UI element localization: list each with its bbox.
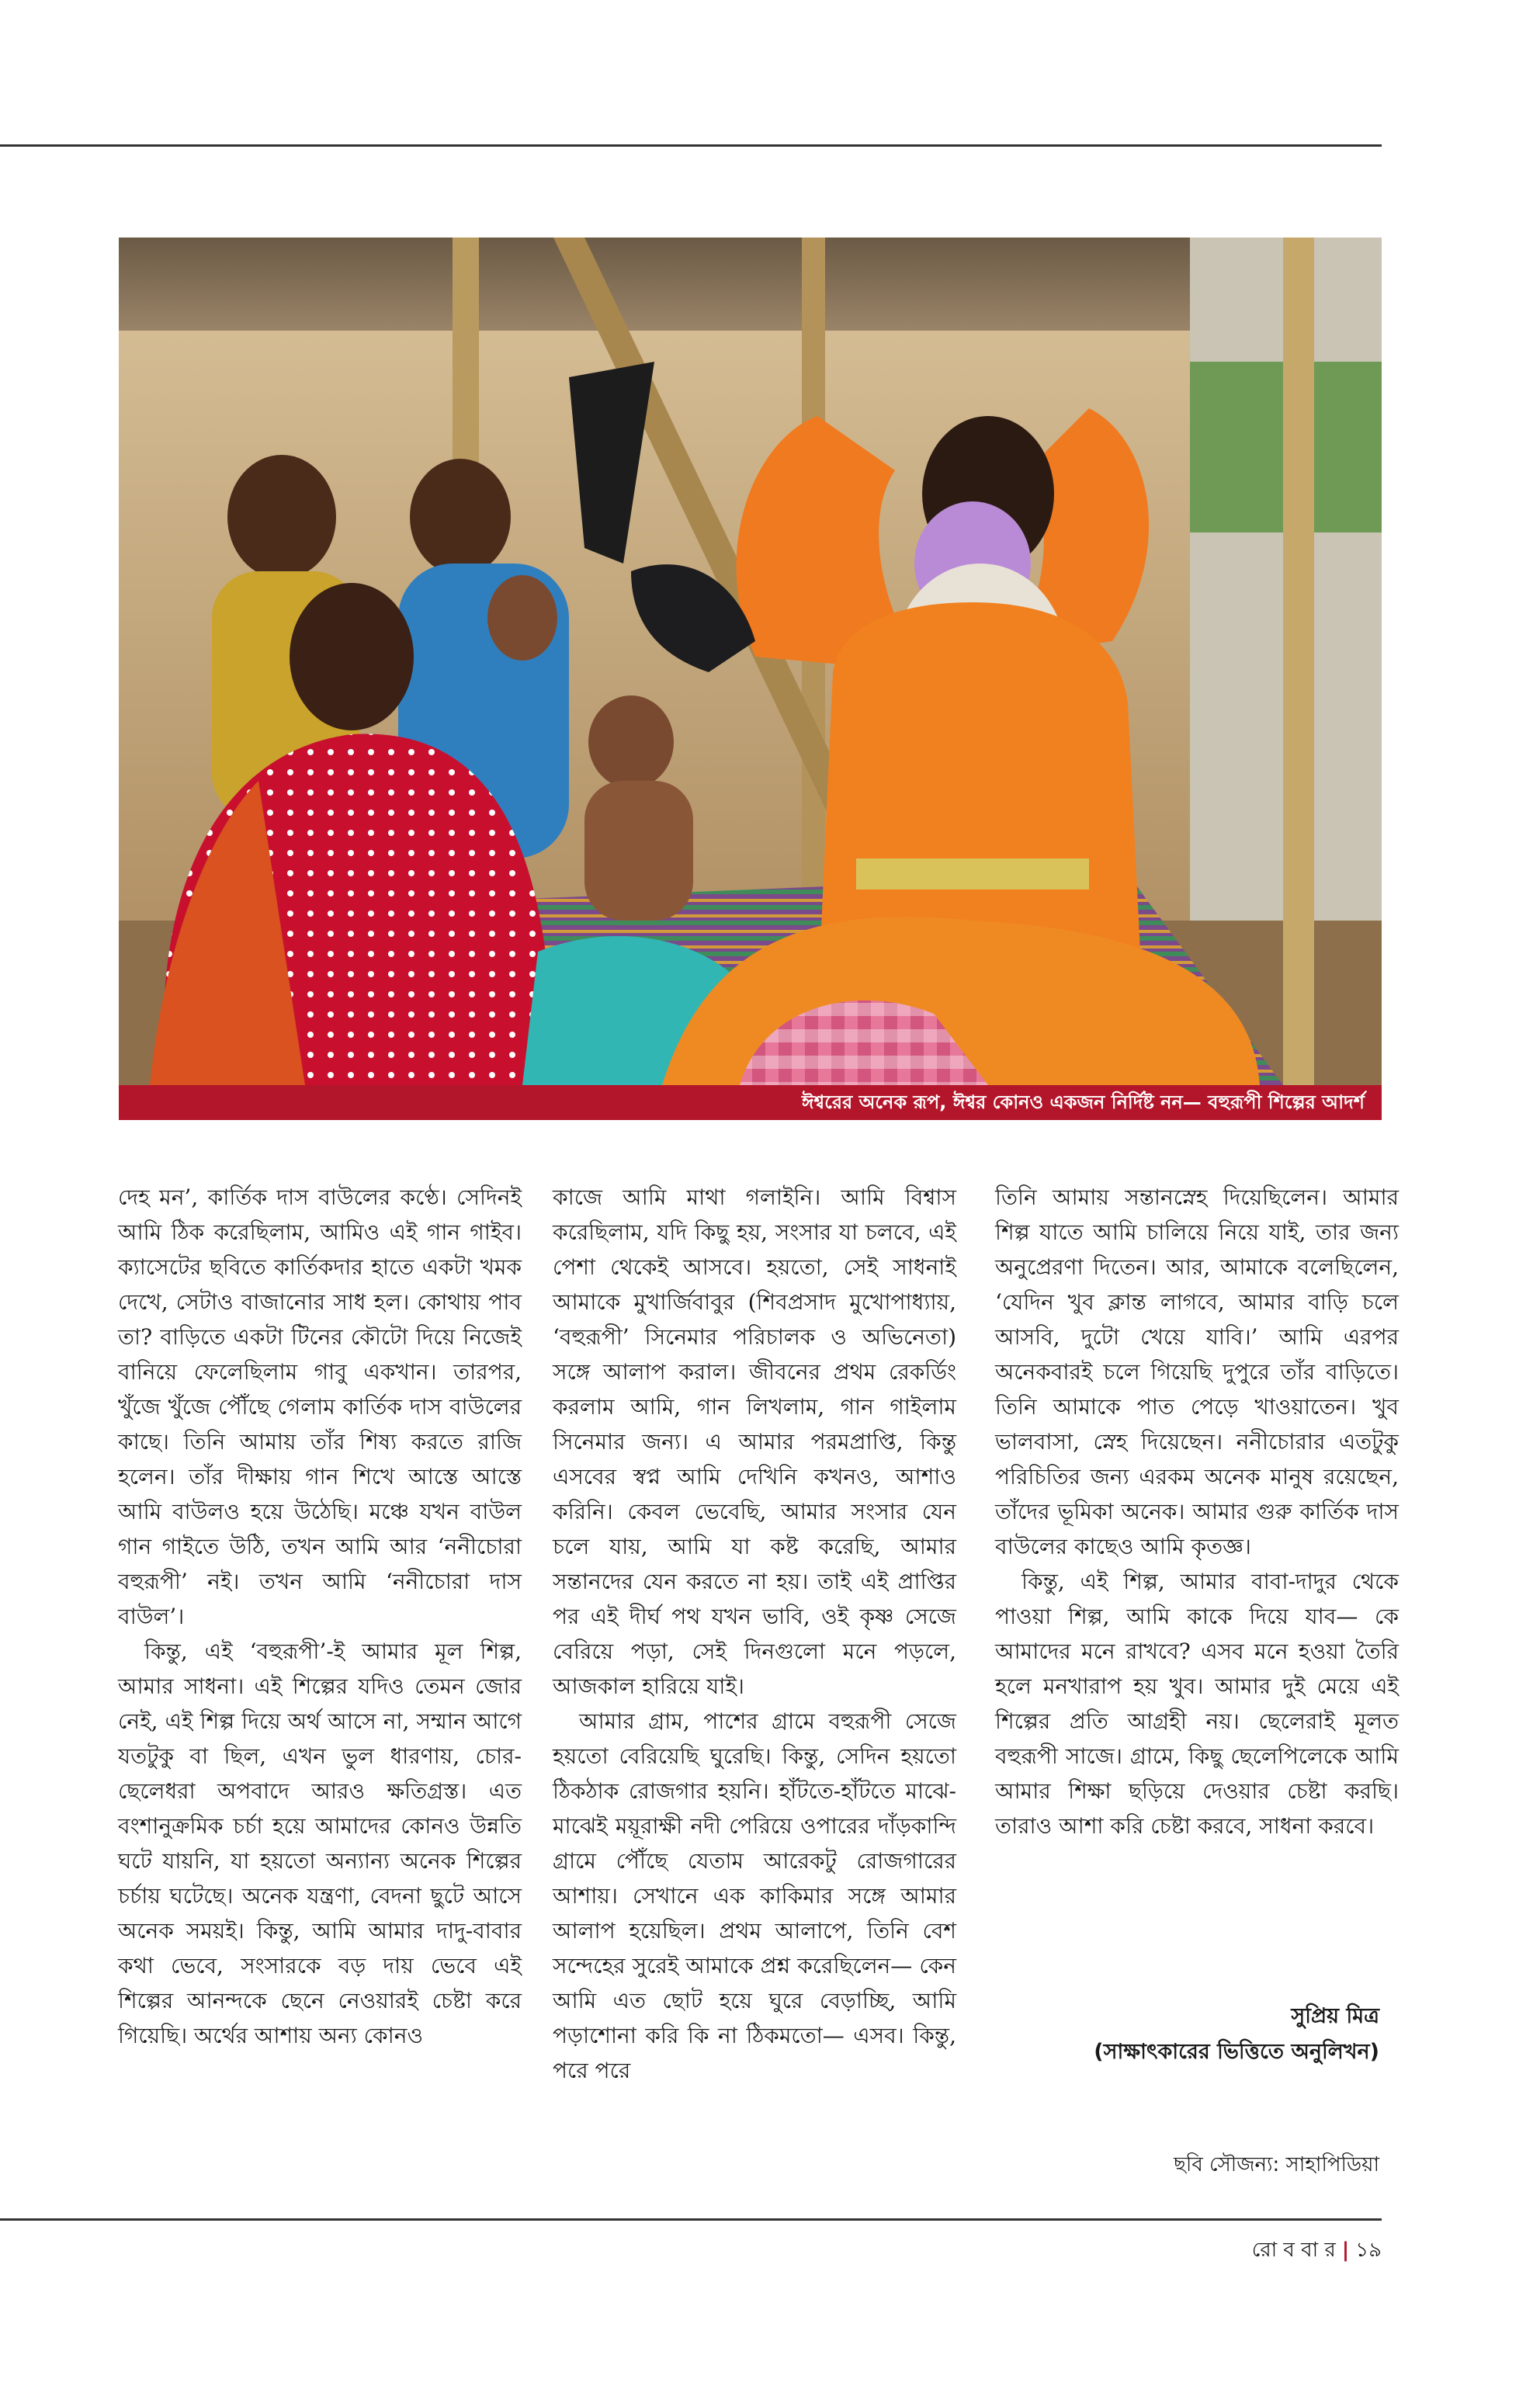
magazine-name: রো ব বা র bbox=[1251, 2239, 1336, 2262]
article-paragraph: আমার গ্রাম, পাশের গ্রামে বহুরূপী সেজে হয়তো বেরিয়েছি ঘুরেছি। কিন্তু, সেদিন হয়তো ঠিকঠাক রোজগার হয়নি। হাঁটতে-হাঁটতে মাঝে-মাঝেই ময়ূরাক্ষী নদী পেরিয়ে ওপারের দাঁড়কান্দি গ্রামে পৌঁছে যেতাম আরেকটু রোজগারের আশায়। সেখানে এক কাকিমার সঙ্গে আমার আলাপ হয়েছিল। প্রথম আলাপে, তিনি বেশ সন্দেহের সুরেই আমাকে প্রশ্ন করেছিলেন— কেন আমি এত ছোট হয়ে ঘুরে বেড়াচ্ছি, আমি পড়াশোনা করি কি না ঠিকমতো— এসব। কিন্তু, পরে পরে bbox=[553, 1708, 956, 2083]
article-paragraph: দেহ মন’, কার্তিক দাস বাউলের কণ্ঠে। সেদিনই আমি ঠিক করেছিলাম, আমিও এই গান গাইব। ক্যাসেটের ছবিতে কার্তিকদার হাতে একটা খমক দেখে, সেটাও বাজানোর সাধ হল। কোথায় পাব তা? বাড়িতে একটা টিনের কৌটো দিয়ে নিজেই বানিয়ে ফেলেছিলাম গাবু একখান। তারপর, খুঁজে খুঁজে পৌঁছে গেলাম কার্তিক দাস বাউলের কাছে। তিনি আমায় তাঁর শিষ্য করতে রাজি হলেন। তাঁর দীক্ষায় গান শিখে আস্তে আস্তে আমি বাউলও হয়ে উঠেছি। মঞ্চে যখন বাউল গান গাইতে উঠি, তখন আমি আর ‘ননীচোরা বহুরূপী’ নই। তখন আমি ‘ননীচোরা দাস বাউল’। bbox=[118, 1184, 522, 1629]
footer-separator: | bbox=[1341, 2239, 1350, 2262]
author-name: সুপ্রিয় মিত্র bbox=[1291, 2004, 1379, 2028]
article-paragraph: কাজে আমি মাথা গলাইনি। আমি বিশ্বাস করেছিলাম, যদি কিছু হয়, সংসার যা চলবে, এই পেশা থেকেই আসবে। হয়তো, সেই সাধনাই আমাকে মুখার্জিবাবুর (শিবপ্রসাদ মুখোপাধ্যায়, ‘বহুরূপী’ সিনেমার পরিচালক ও অভিনেতা) সঙ্গে আলাপ করাল। জীবনের প্রথম রেকর্ডিং করলাম আমি, গান লিখলাম, গান গাইলাম সিনেমার জন্য। এ আমার পরমপ্রাপ্তি, কিন্তু এসবের স্বপ্ন আমি দেখিনি কখনও, আশাও করিনি। কেবল ভেবেছি, আমার সংসার যেন চলে যায়, আমি যা কষ্ট করেছি, আমার সন্তানদের যেন করতে না হয়। তাই এই প্রাপ্তির পর এই দীর্ঘ পথ যখন ভাবি, ওই কৃষ্ণ সেজে বেরিয়ে পড়া, সেই দিনগুলো মনে পড়লে, আজকাল হারিয়ে যাই। bbox=[553, 1184, 956, 1699]
author-note: (সাক্ষাৎকারের ভিত্তিতে অনুলিখন) bbox=[1094, 2040, 1379, 2064]
page-number: ১৯ bbox=[1355, 2239, 1382, 2262]
article-column-1 bbox=[118, 1180, 522, 2053]
author-credit bbox=[995, 1999, 1379, 2070]
article-paragraph: কিন্তু, এই শিল্প, আমার বাবা-দাদুর থেকে পাওয়া শিল্প, আমি কাকে দিয়ে যাব— কে আমাদের মনে রাখবে? এসব মনে হওয়া তৈরি হলে মনখারাপ হয় খুব। আমার দুই মেয়ে এই শিল্পের প্রতি আগ্রহী নয়। ছেলেরাই মূলত বহুরূপী সাজে। গ্রামে, কিছু ছেলেপিলেকে আমি আমার শিক্ষা ছড়িয়ে দেওয়ার চেষ্টা করছি। তারাও আশা করি চেষ্টা করবে, সাধনা করবে। bbox=[995, 1569, 1399, 1839]
article-column-3 bbox=[995, 1180, 1399, 1843]
article-column-2 bbox=[553, 1180, 956, 2088]
feature-photo bbox=[119, 238, 1382, 1085]
top-rule bbox=[0, 144, 1382, 147]
photo-credit: ছবি সৌজন্য: সাহাপিডিয়া bbox=[1174, 2153, 1379, 2176]
photo-caption: ঈশ্বরের অনেক রূপ, ঈশ্বর কোনও একজন নির্দিষ্ট নন— বহুরূপী শিল্পের আদর্শ bbox=[119, 1085, 1382, 1120]
article-paragraph: কিন্তু, এই ‘বহুরূপী’-ই আমার মূল শিল্প, আমার সাধনা। এই শিল্পের যদিও তেমন জোর নেই, এই শিল্প দিয়ে অর্থ আসে না, সম্মান আগে যতটুকু বা ছিল, এখন ভুল ধারণায়, চোর-ছেলেধরা অপবাদে আরও ক্ষতিগ্রস্ত। এত বংশানুক্রমিক চর্চা হয়ে আমাদের কোনও উন্নতি ঘটে যায়নি, যা হয়তো অন্যান্য অনেক শিল্পের চর্চায় ঘটেছে। অনেক যন্ত্রণা, বেদনা ছুটে আসে অনেক সময়ই। কিন্তু, আমি আমার দাদু-বাবার কথা ভেবে, সংসারকে বড় দায় ভেবে এই শিল্পের আনন্দকে ছেনে নেওয়ারই চেষ্টা করে গিয়েছি। অর্থের আশায় অন্য কোনও bbox=[118, 1639, 522, 2048]
page-footer bbox=[1087, 2234, 1382, 2268]
bottom-rule bbox=[0, 2218, 1382, 2221]
article-paragraph: তিনি আমায় সন্তানস্নেহ দিয়েছিলেন। আমার শিল্প যাতে আমি চালিয়ে নিয়ে যাই, তার জন্য অনুপ্রেরণা দিতেন। আর, আমাকে বলেছিলেন, ‘যেদিন খুব ক্লান্ত লাগবে, আমার বাড়ি চলে আসবি, দুটো খেয়ে যাবি।’ আমি এরপর অনেকবারই চলে গিয়েছি দুপুরে তাঁর বাড়িতে। তিনি আমাকে পাত পেড়ে খাওয়াতেন। খুব ভালবাসা, স্নেহ দিয়েছেন। ননীচোরার এতটুকু পরিচিতির জন্য এরকম অনেক মানুষ রয়েছেন, তাঁদের ভূমিকা অনেক। আমার গুরু কার্তিক দাস বাউলের কাছেও আমি কৃতজ্ঞ। bbox=[995, 1184, 1399, 1559]
